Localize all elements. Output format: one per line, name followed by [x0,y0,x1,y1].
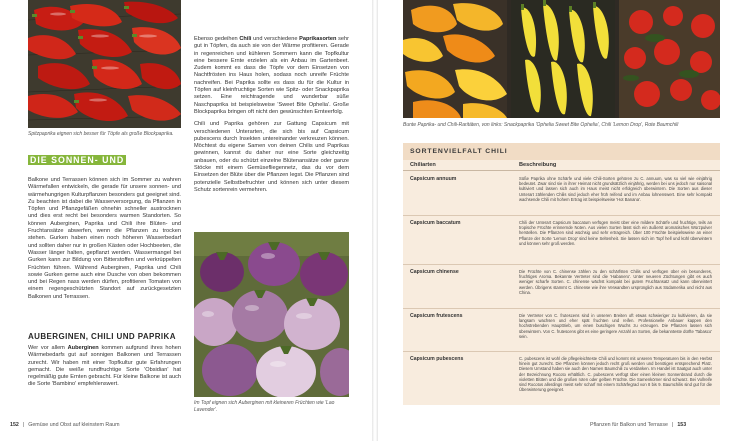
text-prefix: Wer vor allem [28,345,68,351]
left-column-2-body [194,36,349,220]
variety-name: Capsicum baccatum [410,220,461,226]
table-row [403,267,720,309]
bold-paprikasorten: Paprikasorten [299,36,337,42]
variety-name: Capsicum chinense [410,269,459,275]
variety-name: Capsicum annuum [410,176,457,182]
folio-right-title: Pflanzen für Balkon und Terrasse [590,422,668,428]
bold-chili: Chili [239,36,252,42]
paragraph-chili-paprika [194,36,349,116]
variety-description: Chili der Unterart Capsicum baccatum verfügen meist über eine mildere Schärfe und fruchtige, teils an tropische Früchte erinnernde Noten. Aus vielen Sorten lässt sich ein äußerst aromatisches Würzpulver herstellen. Die Pflanzen sind wüchsig und sehr ertragreich. Über 100 Früchte beispielsweise an einer Pflanze der Sorte 'Lemon Drop' sind keine Seltenheit. Sie lassen sich im Topf hell und kühl überwintern und können sehr groß werden. [519,220,712,246]
left-column-1-sub [28,345,181,415]
folio-left-title: Gemüse und Obst auf kleinstem Raum [28,422,120,428]
variety-description: Die Früchte von C. chinense zählen zu den schärfsten Chilis und verfügen über ein besonderes, fruchtiges Aroma. Bekannte Vertreter sind die 'Habanero'. Unter neueren Züchtungen gibt es auch weniger scharfe Sorten. C. chinense wächst kompakt bei gutem Fruchtansatz und kann überwintert werden. Übrigens stammt C. chinense wie ihre Verwandten ursprünglich aus Südamerika und nicht aus China. [519,269,712,295]
table-row [403,218,720,265]
table-row [403,174,720,216]
folio-right: Pflanzen für Balkon und Terrasse | 153 [590,422,687,428]
header-chiliarten: Chiliarten [410,162,436,168]
section-heading-green [28,150,134,171]
paragraph-sun-and-warmth: Balkone und Terrassen können sich im Sommer zu wahren Wärmefallen entwickeln, die gerade für unsere sonnen- und wärmehungrigen Kulturpflanzen besonders gut geeignet sind. Zu beachten ist dabei die Wasserversorgung, da Pflanzen in Töpfen und Pflanzgefäßen ohnehin schneller austrocknen und dies erst recht bei besonders warmen Standorten. So können Auberginen, Paprika und Chili ihre Blüten- und Fruchtansätze abwerfen, wenn die Pflanzen zu trocken stehen. Gurken haben einen noch höheren Wasserbedarf und sollten daher nur in großen Kästen oder Hochbeeten, die Wasser länger halten, gepflanzt werden. Wassermangel bei Gurken kann zur Bildung von Bitterstoffen und verkrüppelten Früchten führen. Während Auberginen, Paprika und Chili sowie Gurken gerne auch eine Dusche von oben bekommen und bei Regen nass werden dürfen, profitieren Tomaten von einem regengeschützten Standort auf zurückgesetzten Balkonen und Terrassen. [28,177,181,300]
bold-auberginen: Auberginen [67,345,99,351]
folio-left: 152 | Gemüse und Obst auf kleinstem Raum [10,422,120,428]
variety-table-header [403,160,720,171]
text-body: kommen aufgrund ihres hohen Wärmebedarfs gut auf sonnigen Balkonen und Terrassen zurecht. Wir haben mit einer Topfkultur gute Erfahrungen gemacht. Die weiße rundfruchtige Sorte 'Obsidian' hat regelmäßig gute Ernten gebracht. Für kleine Balkone ist auch die Sorte 'Bambino' empfehlenswert. [28,345,181,388]
photo-colored-peppers [403,0,720,118]
text-body: sehr gut in Töpfen, da auch sie von der Wärme profitieren. Gerade in regenreichen und kühleren Sommern kann die Topfkultur eine bessere Ernte erzielen als ein Anbau im Gartenbeet. Zudem kommt es dass die Töpfe vor dem Einsetzen von Nachtfrösten ins Haus holen, sodass noch unreife Früchte nachreifen. Bei Paprika sollte es dass du für die Kultur in Töpfen auf kleinfruchtige Sorten wie Spitz- oder Snackpaprika setzen. Eine reichtragende und wunderbar süße Naschpaprika ist beispielsweise 'Sweet Bite Ophelia'. Große Blockpaprika bringen oft nicht den gewünschten Ernteerfolg. [194,36,349,115]
book-gutter [372,0,378,441]
subheading-auberginen: AUBERGINEN, CHILI UND PAPRIKA [28,332,176,341]
page-number-left: 152 [10,422,19,428]
variety-table-box [403,143,720,405]
photo-bottom-caption: Im Topf eignen sich Auberginen mit kleineren Früchten wie 'Lao Lavender'. [194,400,335,413]
text-prefix: Ebenso gedeihen [194,36,240,42]
header-beschreibung: Beschreibung [519,162,557,168]
paragraph-auberginen [28,345,181,389]
variety-description: C. pubescens ist wohl die pflegeleichteste Chili und kommt mit unseren Temperaturen bis in den Herbst hinein gut zurecht. Die Pflanzen können jedoch recht groß werden und benötigen entsprechend Platz. Diesem Umstand haben sie auch den Namen Baumchili zu verdanken. Im Handel ist Saatgut auch unter der Bezeichnung Rocoto erhältlich. C. pubescens verfügt über einen kleinen Sonnenbrand durch die violetten Blüten und die großen roten oder gelben Früchte. Die Samenkörner sind schwarz. Bei Vollreife sind Rocotos allerdings meist sehr scharf mit einem Schärfegrad von 8 bis 9. Baumchilis sind gut für die Überwinterung geeignet. [519,356,712,393]
table-row [403,311,720,352]
photo-red-peppers [28,0,181,128]
left-column-1-body [28,177,181,327]
photo-eggplants [194,232,349,397]
photo-top-caption: Spitzpaprika eignen sich besser für Töpfe als große Blockpaprika. [28,131,174,137]
variety-name: Capsicum frutescens [410,313,463,319]
photo-right-caption: Bunte Paprika- und Chili-Raritäten, von links: Snackpaprika 'Ophelia Sweet Bite Ophelia', Chili 'Lemon Drop', Rote Baumchili [403,122,679,128]
variety-table-title: SORTENVIELFALT CHILI [403,143,720,160]
page-number-right: 153 [677,422,687,428]
variety-description: Die Vertreter von C. frutescens sind in unseren Breiten oft etwas schwieriger zu kultivieren, da sie langsam wachsen und eher spät fruchten und reifen. Professionelle Anbauer kappen den hochstrebenden Haupttrieb, um einen buschigen Wuchs zu erzeugen. Die Pflanzen lassen sich überwintern. Von C. frutescens gibt es eine geringere Anzahl an Sorten, die bekannteste dürfte 'Tabasco' sein. [519,313,712,339]
table-row [403,354,720,405]
text-mid: und verschiedene [251,36,300,42]
paragraph-capsicum: Chili und Paprika gehören zur Gattung Capsicum mit verschiedenen Unterarten, die sich bis auf Capsicum pubescens durch Insekten untereinander verkreuzen können. Möchtest du eigene Samen von deinen Chilis und Paprikas gewinnen, kannst du daher nur eine Sorte gleichzeitig anbauen, oder du schützt einzelne Blütenansätze oder ganze Stöcke mit einem Gemüsefliegennetz, das du vor dem Einsetzen der Blüte über die Pflanzen legst. Die Pflanzen sind potenzielle Selbstbefruchter und können sich unter diesem Schutz sortenrein vermehren. [194,121,349,193]
section-heading-text: DIE SONNEN- UND [28,155,134,171]
variety-name: Capsicum pubescens [410,356,464,362]
variety-description: Süße Paprika ohne Schärfe und viele Chili-Sorten gehören zu C. annuum, was so viel wie einjährig bedeutet. Zwar sind sie in ihrer Heimat nicht grundsätzlich einjährig, werden bei uns jedoch nur saisonal kultiviert und lassen sich auch im Haus meist nicht erfolgreich überwintern. Die Sorten aus dieser Unterart zählenden Chilis sind jedoch eher früh reifend und im Anbau lohnenswert. Eine sehr kompakt wachsende Chili mit hohem Ertrag ist beispielsweise 'Hot Banana'. [519,176,712,202]
